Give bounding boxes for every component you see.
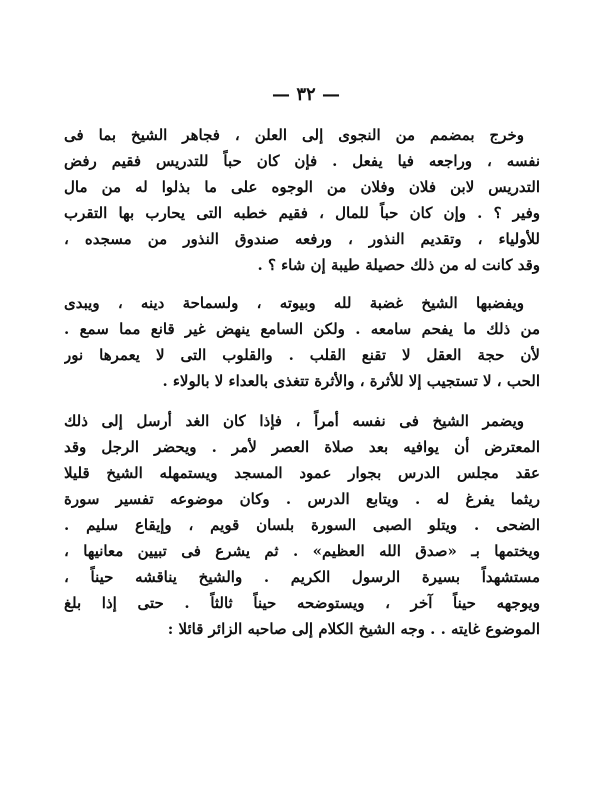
paragraph-line: وخرج بمضمم من النجوى إلى العلن ، فجاهر الشيخ بما فى [64,126,524,144]
paragraph-line: ويختمها بـ «صدق الله العظيم» . ثم يشرع فى تبيين معانيها ، [64,542,540,560]
paragraph-line: عقد مجلس الدرس بجوار عمود المسجد ويستمهله الشيخ قليلا [64,464,540,482]
paragraph-line: الضحى . ويتلو الصبى السورة بلسان قويم ، وإيقاع سليم . [64,516,540,534]
paragraph-line: ريثما يفرغ له . ويتابع الدرس . وكان موضوعه تفسير سورة [64,490,540,508]
paragraph-line: من ذلك ما يفحم سامعه . ولكن السامع ينهض غير قانع مما سمع . [64,320,540,338]
paragraph-line: المعترض أن يوافيه بعد صلاة العصر لأمر . ويحضر الرجل وقد [64,438,540,456]
paragraph-line: وقد كانت له من ذلك حصيلة طيبة إن شاء ؟ . [257,256,540,274]
paragraph-line: التدريس لابن فلان وفلان من الوجوه على ما بذلوا له من مال [64,178,540,196]
paragraph-line: الموضوع غايته . . وجه الشيخ الكلام إلى صاحبه الزائر قائلا : [167,620,540,638]
paragraph-line: نفسه ، وراجعه فيا يفعل . فإن كان حباً للتدريس فقيم رفض [64,152,540,170]
paragraph-line: الحب ، لا تستجيب إلا للأثرة ، والأثرة تتغذى بالعداء لا بالولاء . [162,372,540,390]
paragraph-1 [64,122,540,278]
paragraph-line: وفير ؟ . وإن كان حباً للمال ، فقيم خطبه التى يحارب بها التقرب [64,204,540,222]
paragraph-3 [64,408,540,642]
paragraph-line: ويفضبها الشيخ غضبة لله وبيوته ، ولسماحة دينه ، ويبدى [64,294,524,312]
paragraph-line: ويضمر الشيخ فى نفسه أمراً ، فإذا كان الغد أرسل إلى ذلك [64,412,524,430]
paragraph-line: لأن حجة العقل لا تقنع القلب . والقلوب التى لا يعمرها نور [64,346,540,364]
paragraph-line: ويوجهه حيناً آخر ، ويستوضحه حيناً ثالثاً . حتى إذا بلغ [64,594,540,612]
paragraph-line: للأولياء ، وتقديم النذور ، ورفعه صندوق النذور من مسجده ، [64,230,540,248]
paragraph-line: مستشهداً بسيرة الرسول الكريم . والشيخ يناقشه حيناً ، [64,568,540,586]
paragraph-2 [64,290,540,394]
page-number: — ٣٢ — [272,84,340,105]
